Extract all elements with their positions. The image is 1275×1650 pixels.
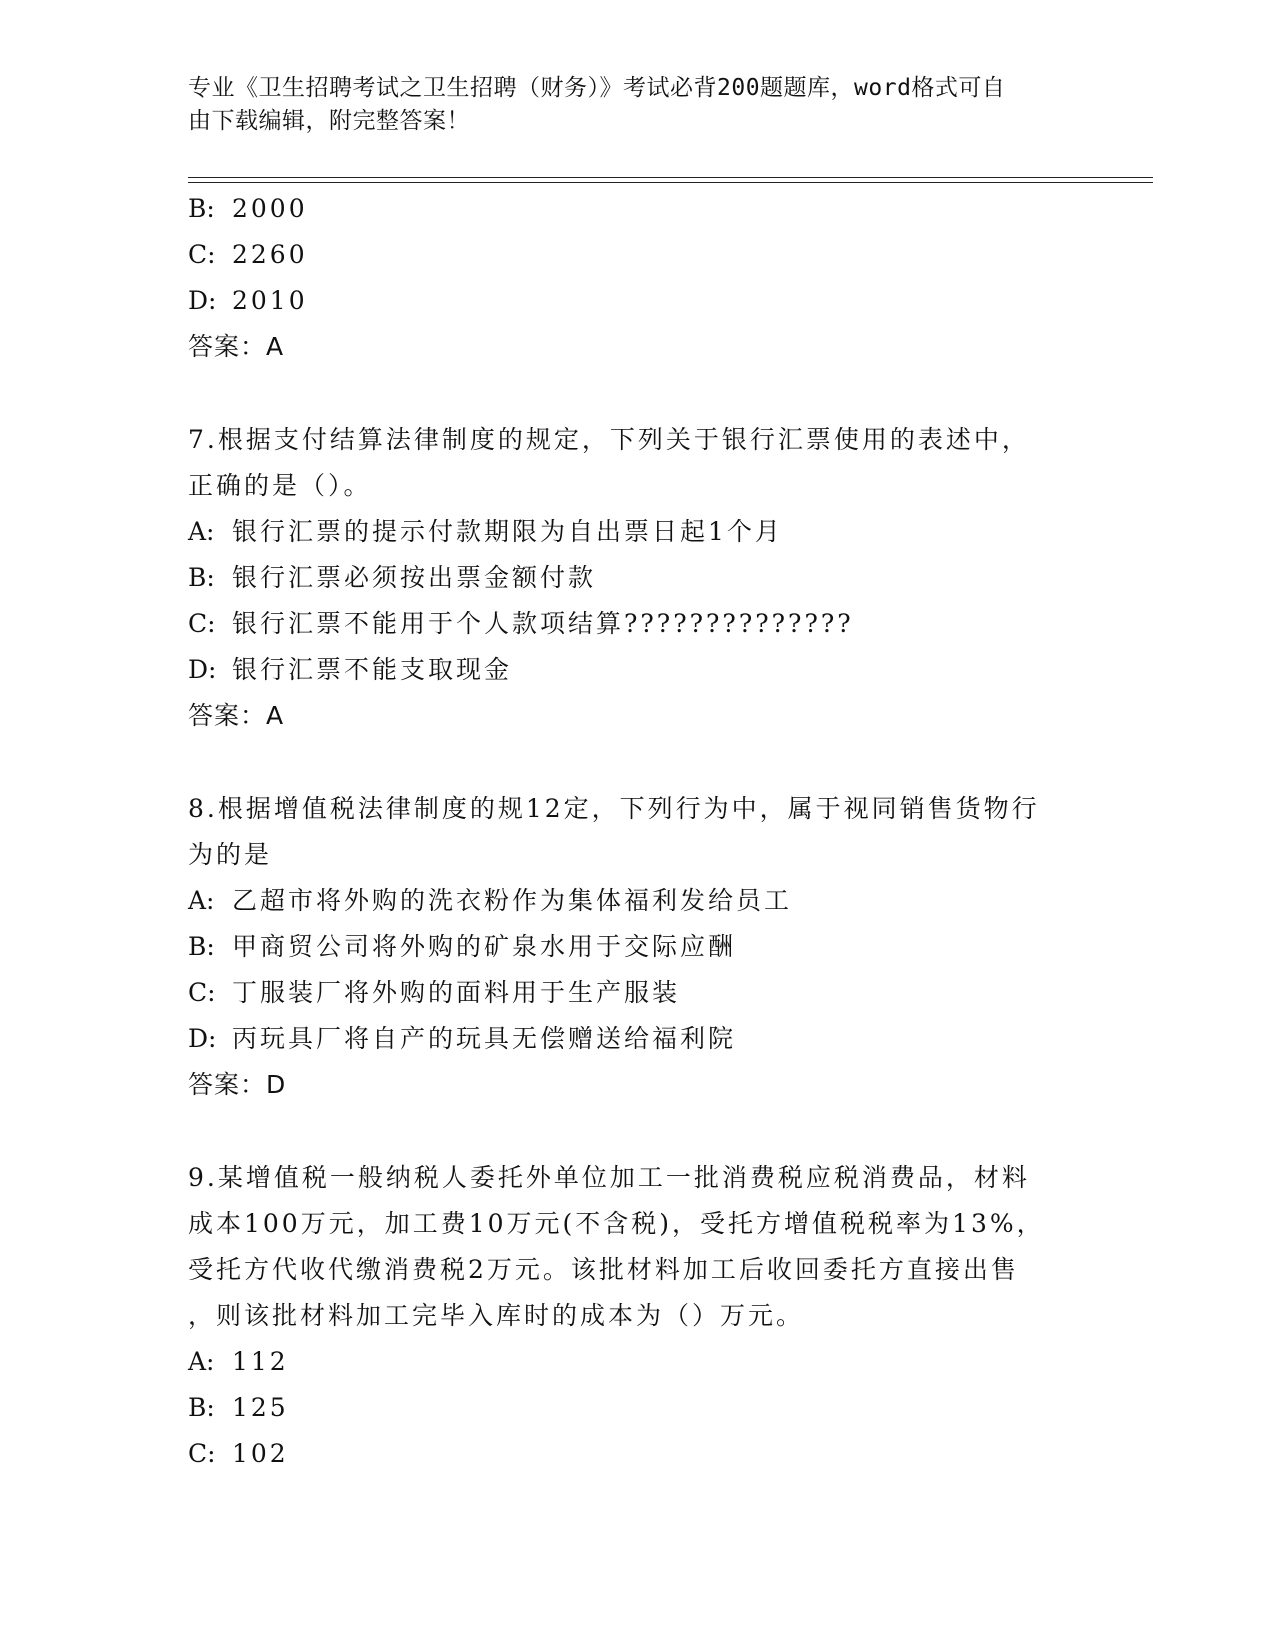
question-stem: ，则该批材料加工完毕入库时的成本为（）万元。 <box>188 1301 805 1330</box>
option-label: C: <box>188 240 216 269</box>
option-text: 甲商贸公司将外购的矿泉水用于交际应酬 <box>232 932 737 961</box>
question-stem: 9.某增值税一般纳税人委托外单位加工一批消费税应税消费品，材料 <box>188 1163 1030 1192</box>
option-a <box>188 509 1088 555</box>
answer-line: 答案：A <box>188 701 285 730</box>
option-label: A: <box>188 886 215 915</box>
spacer <box>188 370 1088 417</box>
header-divider-top <box>188 177 1153 178</box>
option-label: C: <box>188 978 216 1007</box>
question-7 <box>188 417 1088 739</box>
question-stem: 正确的是（）。 <box>188 471 372 500</box>
question-8 <box>188 786 1088 1108</box>
option-text: 2010 <box>232 286 308 315</box>
option-b <box>188 1385 1088 1431</box>
spacer <box>188 739 1088 786</box>
question-6-tail <box>188 186 1088 370</box>
option-c <box>188 970 1088 1016</box>
option-label: D: <box>188 1024 217 1053</box>
option-label: C: <box>188 1439 216 1468</box>
option-text: 125 <box>232 1393 289 1422</box>
option-a <box>188 878 1088 924</box>
option-label: B: <box>188 563 215 592</box>
question-content <box>188 186 1088 1477</box>
option-label: B: <box>188 1393 215 1422</box>
header-divider-bottom <box>188 182 1153 183</box>
option-text: 2000 <box>232 194 308 223</box>
option-label: A: <box>188 1347 215 1376</box>
option-text: 2260 <box>232 240 308 269</box>
option-text: 丙玩具厂将自产的玩具无偿赠送给福利院 <box>232 1024 737 1053</box>
header-line-1: 专业《卫生招聘考试之卫生招聘（财务）》考试必背200题题库，word格式可自 <box>188 75 1006 101</box>
option-text: 银行汇票不能用于个人款项结算?????????????? <box>232 609 854 638</box>
question-9 <box>188 1155 1088 1477</box>
option-text: 银行汇票不能支取现金 <box>232 655 513 684</box>
option-label: C: <box>188 609 216 638</box>
option-d <box>188 647 1088 693</box>
question-stem: 7.根据支付结算法律制度的规定，下列关于银行汇票使用的表述中， <box>188 425 1030 454</box>
answer-line: 答案：A <box>188 332 285 361</box>
option-label: B: <box>188 932 215 961</box>
question-stem: 受托方代收代缴消费税2万元。该批材料加工后收回委托方直接出售 <box>188 1255 1019 1284</box>
option-label: A: <box>188 517 215 546</box>
option-c <box>188 601 1088 647</box>
question-stem: 8.根据增值税法律制度的规12定，下列行为中，属于视同销售货物行 <box>188 794 1040 823</box>
option-d <box>188 278 1088 324</box>
option-b <box>188 924 1088 970</box>
answer-line: 答案：D <box>188 1070 287 1099</box>
option-text: 银行汇票必须按出票金额付款 <box>232 563 597 592</box>
question-stem: 为的是 <box>188 840 273 869</box>
option-label: D: <box>188 655 217 684</box>
option-text: 112 <box>232 1347 289 1376</box>
header-line-2: 由下载编辑，附完整答案！ <box>188 108 470 134</box>
spacer <box>188 1108 1088 1155</box>
option-d <box>188 1016 1088 1062</box>
option-text: 银行汇票的提示付款期限为自出票日起1个月 <box>232 517 783 546</box>
option-text: 乙超市将外购的洗衣粉作为集体福利发给员工 <box>232 886 793 915</box>
question-stem: 成本100万元，加工费10万元(不含税)，受托方增值税税率为13%， <box>188 1209 1045 1238</box>
option-label: B: <box>188 194 215 223</box>
option-a <box>188 1339 1088 1385</box>
document-header <box>188 72 1068 138</box>
option-text: 丁服装厂将外购的面料用于生产服装 <box>232 978 681 1007</box>
option-b <box>188 555 1088 601</box>
option-b <box>188 186 1088 232</box>
option-text: 102 <box>232 1439 289 1468</box>
option-c <box>188 232 1088 278</box>
option-c <box>188 1431 1088 1477</box>
option-label: D: <box>188 286 217 315</box>
